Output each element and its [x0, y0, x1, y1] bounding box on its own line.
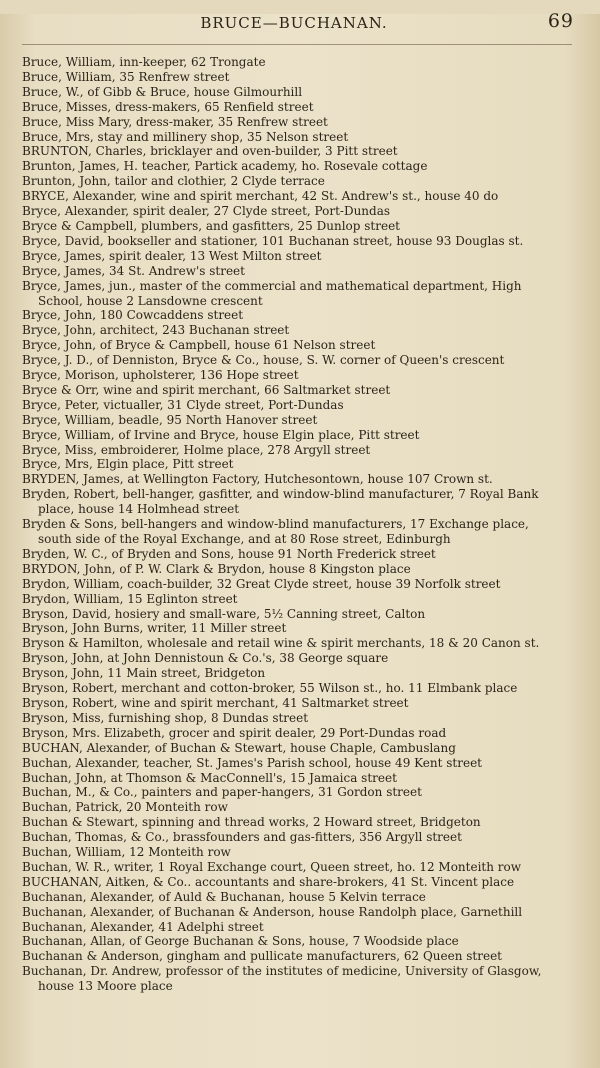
running-head	[22, 10, 574, 44]
directory-entry: Buchanan, Allan, of George Buchanan & Sons, house, 7 Woodside place	[22, 934, 459, 949]
page-title: BRUCE—BUCHANAN.	[200, 14, 388, 32]
directory-entry: Buchanan, Dr. Andrew, professor of the institutes of medicine, University of Glasgow, house 13 Moore place	[22, 964, 542, 994]
directory-entry: Buchan, W. R., writer, 1 Royal Exchange court, Queen street, ho. 12 Monteith row	[22, 859, 522, 874]
directory-entry: Buchan, Patrick, 20 Monteith row	[22, 800, 228, 815]
directory-entry: BRYCE, Alexander, wine and spirit merchant, 42 St. Andrew's st., house 40 do	[22, 189, 499, 204]
directory-entry: Bryce & Orr, wine and spirit merchant, 66 Saltmarket street	[22, 382, 391, 397]
directory-entry: Brydon, William, 15 Eglinton street	[22, 591, 238, 606]
directory-entry: BUCHANAN, Aitken, & Co.. accountants and share-brokers, 41 St. Vincent place	[22, 874, 515, 889]
directory-entry: Bryce, Peter, victualler, 31 Clyde street, Port-Dundas	[22, 397, 344, 412]
directory-entry: Bryden, W. C., of Bryden and Sons, house 91 North Frederick street	[22, 546, 436, 561]
directory-entry: Bryce, John, architect, 243 Buchanan street	[22, 323, 290, 338]
directory-entry: Bryce, James, spirit dealer, 13 West Milton street	[22, 248, 322, 263]
directory-entry: Buchanan, Alexander, 41 Adelphi street	[22, 919, 264, 934]
directory-entry: Bryce, Mrs, Elgin place, Pitt street	[22, 457, 234, 472]
directory-entry: Bryce, John, 180 Cowcaddens street	[22, 308, 244, 323]
directory-entry: Bryden & Sons, bell-hangers and window-blind manufacturers, 17 Exchange place, south side of the Royal Exchange, and at 80 Rose street, Edinburgh	[22, 517, 529, 546]
directory-entry: Bryden, Robert, bell-hanger, gasfitter, and window-blind manufacturer, 7 Royal Bank place, house 14 Holmhead street	[22, 487, 539, 517]
directory-entry: Bryce, William, beadle, 95 North Hanover street	[22, 412, 318, 427]
directory-entry: Bryson, Robert, merchant and cotton-broker, 55 Wilson st., ho. 11 Elmbank place	[22, 681, 518, 696]
directory-entry: Buchan, M., & Co., painters and paper-hangers, 31 Gordon street	[22, 785, 422, 800]
directory-entry: Bruce, W., of Gibb & Bruce, house Gilmourhill	[22, 84, 303, 99]
directory-entry: Bryce, David, bookseller and stationer, 101 Buchanan street, house 93 Douglas st.	[22, 233, 524, 248]
directory-entries	[22, 55, 566, 994]
directory-entry: BRUNTON, Charles, bricklayer and oven-builder, 3 Pitt street	[22, 144, 398, 159]
directory-entry: Bryce, Alexander, spirit dealer, 27 Clyde street, Port-Dundas	[22, 204, 391, 219]
directory-entry: Bryson, John, at John Dennistoun & Co.'s, 38 George square	[22, 651, 389, 666]
directory-entry: Bryce, James, jun., master of the commercial and mathematical department, High School, house 2 Lansdowne crescent	[22, 278, 522, 308]
directory-page	[0, 10, 600, 1068]
header-rule	[22, 44, 572, 45]
directory-entry: Bruce, Miss Mary, dress-maker, 35 Renfrew street	[22, 114, 328, 129]
directory-entry: Bryce, J. D., of Denniston, Bryce & Co., house, S. W. corner of Queen's crescent	[22, 353, 505, 368]
directory-entry: Buchan & Stewart, spinning and thread works, 2 Howard street, Bridgeton	[22, 815, 481, 830]
directory-entry: Bryson, Mrs. Elizabeth, grocer and spirit dealer, 29 Port-Dundas road	[22, 725, 447, 740]
directory-entry: Bryce & Campbell, plumbers, and gasfitters, 25 Dunlop street	[22, 218, 400, 233]
directory-entry: Buchan, Alexander, teacher, St. James's Parish school, house 49 Kent street	[22, 755, 482, 770]
directory-entry: Bryson, Robert, wine and spirit merchant, 41 Saltmarket street	[22, 695, 409, 710]
directory-entry: Bryson & Hamilton, wholesale and retail wine & spirit merchants, 18 & 20 Canon st.	[22, 636, 540, 651]
directory-entry: Buchanan, Alexander, of Buchanan & Anderson, house Randolph place, Garnethill	[22, 904, 523, 919]
directory-entry: Bryce, John, of Bryce & Campbell, house 61 Nelson street	[22, 338, 376, 353]
directory-entry: Bryson, David, hosiery and small-ware, 5½ Canning street, Calton	[22, 606, 426, 621]
directory-entry: Buchan, Thomas, & Co., brassfounders and gas-fitters, 356 Argyll street	[22, 830, 462, 845]
directory-entry: Bryce, Morison, upholsterer, 136 Hope street	[22, 368, 299, 383]
directory-entry: Bruce, William, 35 Renfrew street	[22, 69, 230, 84]
directory-entry: Brunton, James, H. teacher, Partick academy, ho. Rosevale cottage	[22, 159, 428, 174]
directory-entry: Bryce, William, of Irvine and Bryce, house Elgin place, Pitt street	[22, 427, 420, 442]
directory-entry: BRYDEN, James, at Wellington Factory, Hutchesontown, house 107 Crown st.	[22, 472, 493, 487]
directory-entry: Buchan, John, at Thomson & MacConnell's, 15 Jamaica street	[22, 770, 397, 785]
directory-entry: Bruce, Mrs, stay and millinery shop, 35 Nelson street	[22, 129, 349, 144]
page-number: 69	[547, 10, 574, 32]
directory-entry: Buchanan & Anderson, gingham and pullicate manufacturers, 62 Queen street	[22, 949, 503, 964]
directory-entry: Bruce, William, inn-keeper, 62 Trongate	[22, 55, 266, 69]
directory-entry: Bruce, Misses, dress-makers, 65 Renfield street	[22, 99, 314, 114]
directory-entry: Bryce, Miss, embroiderer, Holme place, 278 Argyll street	[22, 442, 371, 457]
directory-entry: Bryson, John, 11 Main street, Bridgeton	[22, 666, 266, 681]
directory-entry: Bryson, Miss, furnishing shop, 8 Dundas street	[22, 710, 309, 725]
directory-entry: Bryce, James, 34 St. Andrew's street	[22, 263, 245, 278]
directory-entry: Brydon, William, coach-builder, 32 Great Clyde street, house 39 Norfolk street	[22, 576, 501, 591]
directory-entry: Buchanan, Alexander, of Auld & Buchanan, house 5 Kelvin terrace	[22, 889, 426, 904]
directory-entry: Brunton, John, tailor and clothier, 2 Clyde terrace	[22, 174, 325, 189]
directory-entry: BUCHAN, Alexander, of Buchan & Stewart, house Chaple, Cambuslang	[22, 740, 456, 755]
directory-entry: Bryson, John Burns, writer, 11 Miller street	[22, 621, 287, 636]
directory-entry: BRYDON, John, of P. W. Clark & Brydon, house 8 Kingston place	[22, 561, 411, 576]
directory-entry: Buchan, William, 12 Monteith row	[22, 845, 231, 860]
